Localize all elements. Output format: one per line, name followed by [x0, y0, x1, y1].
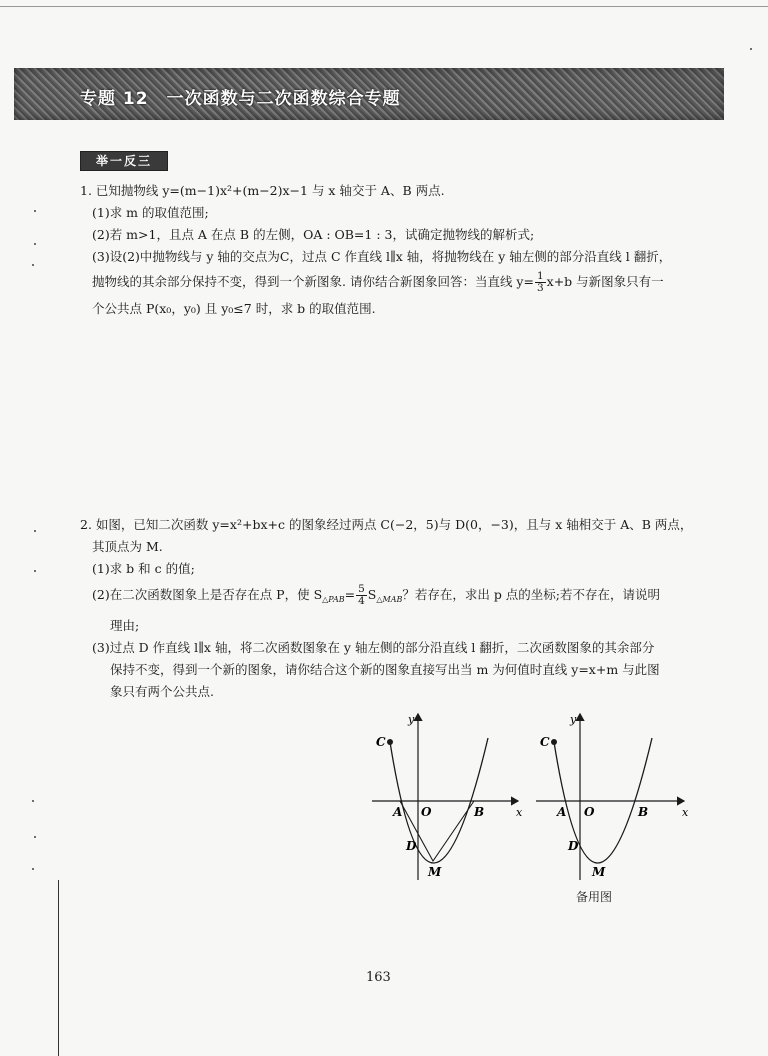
scan-speck: [32, 264, 34, 266]
fraction-denominator: 3: [536, 282, 544, 294]
scan-speck: [32, 868, 34, 870]
figure-main-graph: [368, 708, 528, 886]
problem-2-part-3-line-2: 保持不变，得到一个新的图象，请你结合这个新的图象直接写出当 m 为何值时直线 y=x+m 与此图: [110, 662, 660, 677]
point-c-dot: [387, 739, 393, 745]
problem-1-part-2: (2)若 m>1，且点 A 在点 B 的左侧，OA : OB=1 : 3，试确定抛物线的解析式;: [92, 227, 535, 242]
label-d: D: [568, 839, 579, 853]
text-segment: S: [367, 587, 377, 602]
problem-1-part-3-line-3: 个公共点 P(x₀，y₀) 且 y₀≤7 时，求 b 的取值范围.: [92, 301, 376, 316]
text-segment: (2)在二次函数图象上是否存在点 P，使 S: [92, 587, 323, 602]
scan-speck: [32, 800, 34, 802]
label-c: C: [540, 735, 550, 749]
problem-2-stem-line-2: 其顶点为 M.: [92, 539, 163, 554]
problem-2-stem-line-1: 2. 如图，已知二次函数 y=x²+bx+c 的图象经过两点 C(−2，5)与 D(0，−3)，且与 x 轴相交于 A、B 两点，: [80, 517, 693, 532]
page-title: 专题 12 一次函数与二次函数综合专题: [80, 89, 401, 109]
subscript-mab: △MAB: [376, 595, 403, 604]
label-y: y: [408, 713, 415, 726]
fraction-one-third: [535, 271, 546, 294]
subscript-pab: △PAB: [322, 595, 345, 604]
label-c: C: [376, 735, 386, 749]
fraction-denominator: 4: [358, 595, 365, 607]
fraction-numerator: 1: [536, 270, 544, 282]
label-x: x: [682, 806, 689, 819]
text-segment: ？若存在，求出 p 点的坐标;若不存在，请说明: [402, 587, 661, 602]
problem-1-part-3-line-1: (3)设(2)中抛物线与 y 轴的交点为C，过点 C 作直线 l∥x 轴，将抛物线在 y 轴左侧的部分沿直线 l 翻折，: [92, 249, 672, 264]
label-a: A: [557, 805, 567, 819]
label-d: D: [406, 839, 417, 853]
scan-speck: [34, 210, 36, 212]
problem-2-part-2-line-1: [80, 580, 720, 615]
label-b: B: [474, 805, 485, 819]
scan-speck: [750, 48, 752, 50]
problem-1: [80, 180, 720, 320]
scan-speck: [34, 243, 36, 245]
top-rule: [0, 6, 768, 7]
label-y: y: [570, 713, 577, 726]
label-a: A: [393, 805, 403, 819]
figure-backup-graph: [532, 708, 692, 886]
label-m: M: [592, 865, 606, 879]
problem-1-part-3-line-2: [80, 268, 720, 296]
scan-speck: [34, 570, 36, 572]
page-number: 163: [366, 970, 391, 985]
point-c-dot: [551, 739, 557, 745]
figure-caption: 备用图: [576, 890, 613, 904]
fraction-five-fourths: [356, 584, 367, 607]
problem-2-part-2-line-2: 理由;: [110, 618, 140, 633]
problem-1-stem: 1. 已知抛物线 y=(m−1)x²+(m−2)x−1 与 x 轴交于 A、B 两点.: [80, 183, 445, 198]
problem-2-part-3-line-3: 象只有两个公共点.: [110, 684, 214, 699]
label-o: O: [421, 805, 432, 819]
scan-speck: [34, 530, 36, 532]
text-segment: x+b 与新图象只有一: [546, 274, 664, 289]
problem-2: [80, 514, 720, 703]
problem-1-part-1: (1)求 m 的取值范围;: [92, 205, 209, 220]
equals-sign: =: [344, 587, 356, 602]
section-tag: 举一反三: [80, 151, 168, 171]
label-m: M: [428, 865, 442, 879]
scan-edge-line: [58, 880, 59, 1056]
label-o: O: [584, 805, 595, 819]
problem-2-part-1: (1)求 b 和 c 的值;: [92, 561, 195, 576]
label-b: B: [638, 805, 649, 819]
label-x: x: [516, 806, 523, 819]
problem-2-part-3-line-1: (3)过点 D 作直线 l∥x 轴，将二次函数图象在 y 轴左侧的部分沿直线 l 翻折，二次函数图象的其余部分: [92, 640, 655, 655]
text-segment: 抛物线的其余部分保持不变，得到一个新图象. 请你结合新图象回答：当直线 y=: [92, 274, 534, 289]
fraction-numerator: 5: [358, 583, 365, 595]
scan-speck: [34, 836, 36, 838]
